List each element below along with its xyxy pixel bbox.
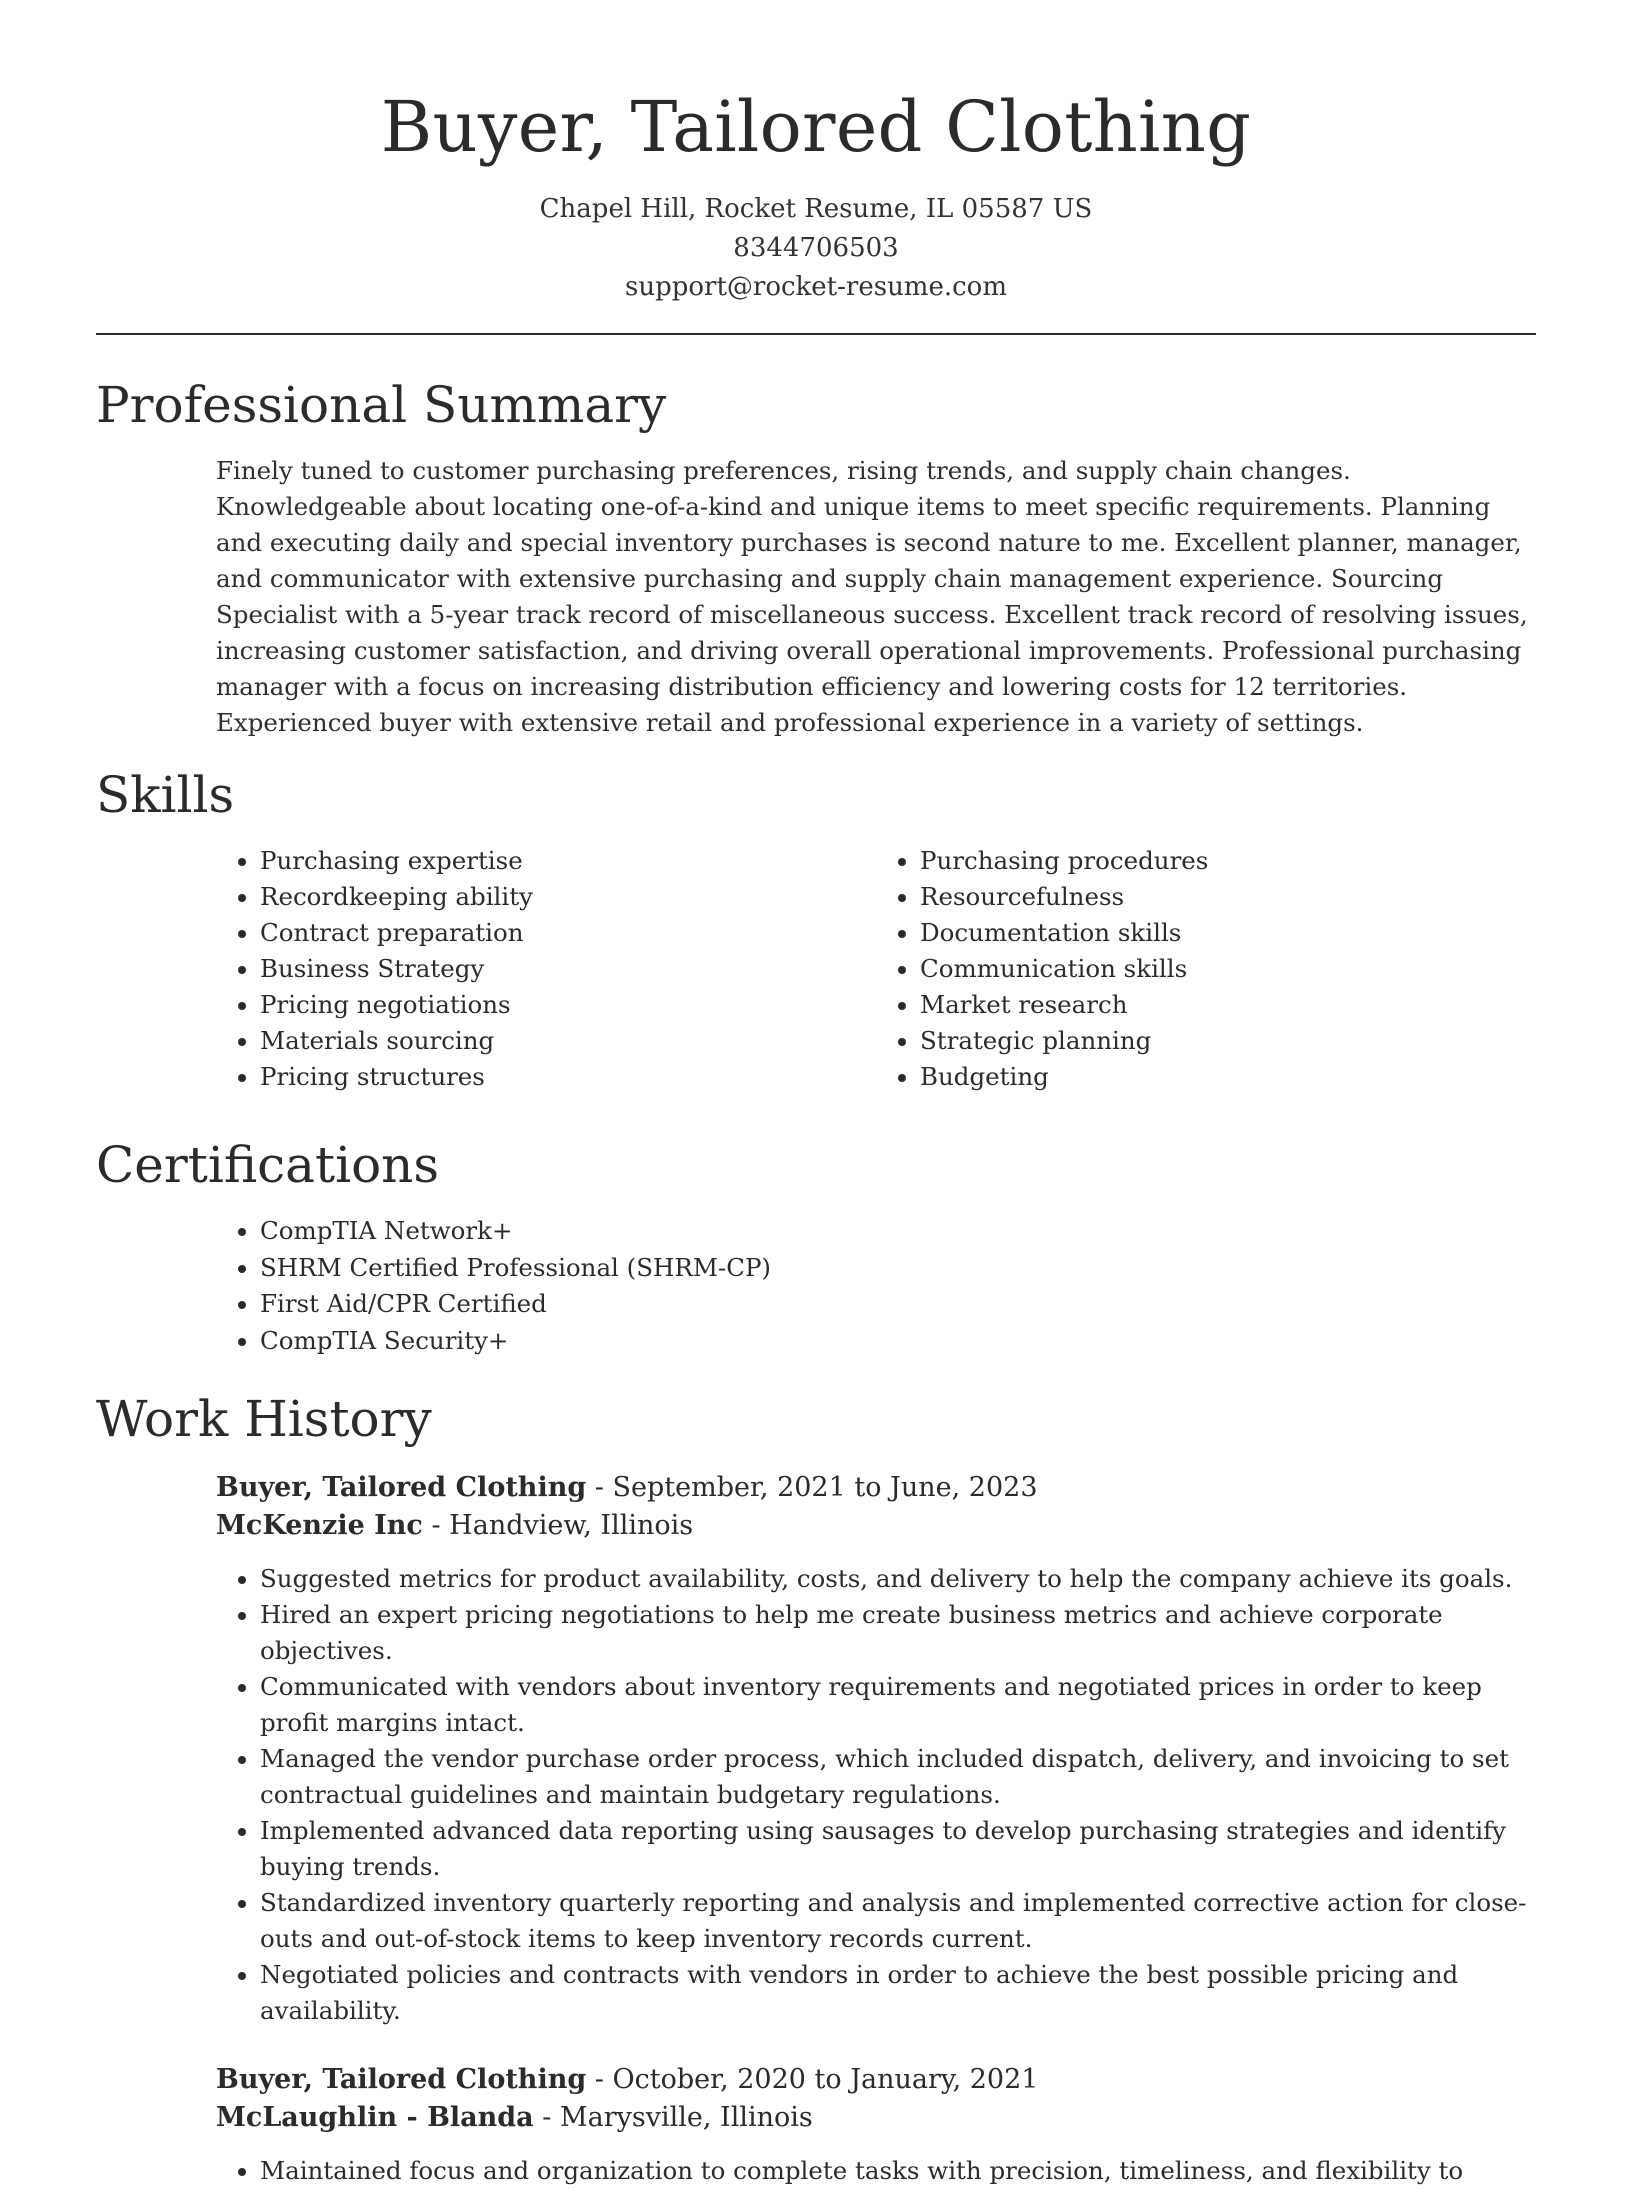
job-title-line	[216, 2061, 1536, 2099]
resume-page	[96, 0, 1536, 2189]
skill-item: • Contract preparation	[260, 915, 876, 951]
job-title-line	[216, 1469, 1536, 1507]
job-bullets	[216, 1561, 1536, 2029]
job-dates: - September, 2021 to June, 2023	[586, 1472, 1038, 1503]
skills-list-left	[216, 843, 876, 1095]
summary-text: Finely tuned to customer purchasing preferences, rising trends, and supply chain changes. Knowledgeable about locating one-of-a-kind and unique items to meet specific requirements. Planning and executing daily and special inventory purchases is second nature to me. Excellent planner, manager, and communicator with extensive purchasing and supply chain management experience. Sourcing Specialist with a 5-year track record of miscellaneous success. Excellent track record of resolving issues, increasing customer satisfaction, and driving overall operational improvements. Professional purchasing manager with a focus on increasing distribution efficiency and lowering costs for 12 territories. Experienced buyer with extensive retail and professional experience in a variety of settings.	[216, 456, 1528, 737]
job-bullet: • Negotiated policies and contracts with vendors in order to achieve the best possible pricing and availability.	[260, 1957, 1536, 2029]
job-header	[216, 1469, 1536, 1545]
skills-heading: Skills	[96, 766, 235, 824]
job-bullet: • Communicated with vendors about inventory requirements and negotiated prices in order to keep profit margins intact.	[260, 1669, 1536, 1741]
contact-address: Chapel Hill, Rocket Resume, IL 05587 US	[539, 194, 1093, 224]
certification-item: • CompTIA Network+	[260, 1213, 1536, 1250]
job-header	[216, 2061, 1536, 2137]
certifications-list	[216, 1213, 1536, 1359]
summary-heading: Professional Summary	[96, 376, 667, 434]
skill-item: • Market research	[920, 987, 1536, 1023]
summary-section	[96, 375, 1536, 741]
work-history-heading: Work History	[96, 1390, 432, 1448]
skill-item: • Budgeting	[920, 1059, 1536, 1095]
skill-item: • Strategic planning	[920, 1023, 1536, 1059]
candidate-name: Buyer, Tailored Clothing	[380, 86, 1252, 168]
skill-item: • Pricing negotiations	[260, 987, 876, 1023]
job-company: McLaughlin - Blanda	[216, 2102, 534, 2133]
contact-block	[96, 190, 1536, 307]
job-company-line	[216, 2099, 1536, 2137]
job-title: Buyer, Tailored Clothing	[216, 2064, 587, 2095]
resume-header	[96, 84, 1536, 335]
work-history-section	[96, 1389, 1536, 2189]
job-location: - Marysville, Illinois	[533, 2102, 813, 2133]
certification-item: • SHRM Certified Professional (SHRM-CP)	[260, 1250, 1536, 1287]
skill-item: • Resourcefulness	[920, 879, 1536, 915]
skills-columns	[216, 843, 1536, 1095]
skill-item: • Documentation skills	[920, 915, 1536, 951]
job-entry	[216, 2061, 1536, 2189]
skill-item: • Recordkeeping ability	[260, 879, 876, 915]
certification-item: • CompTIA Security+	[260, 1323, 1536, 1360]
certifications-section	[96, 1135, 1536, 1359]
job-bullet: • Maintained focus and organization to complete tasks with precision, timeliness, and flexibility to	[260, 2153, 1536, 2189]
certifications-heading: Certifications	[96, 1136, 440, 1194]
job-bullets	[216, 2153, 1536, 2189]
contact-phone: 8344706503	[733, 233, 899, 263]
job-entry	[216, 1469, 1536, 2029]
certification-item: • First Aid/CPR Certified	[260, 1286, 1536, 1323]
skill-item: • Pricing structures	[260, 1059, 876, 1095]
skill-item: • Materials sourcing	[260, 1023, 876, 1059]
job-bullet: • Implemented advanced data reporting using sausages to develop purchasing strategies and identify buying trends.	[260, 1813, 1536, 1885]
job-company: McKenzie Inc	[216, 1510, 423, 1541]
job-company-line	[216, 1507, 1536, 1545]
job-bullet: • Managed the vendor purchase order process, which included dispatch, delivery, and invoicing to set contractual guidelines and maintain budgetary regulations.	[260, 1741, 1536, 1813]
skills-list-right	[876, 843, 1536, 1095]
skill-item: • Business Strategy	[260, 951, 876, 987]
job-bullet: • Standardized inventory quarterly reporting and analysis and implemented corrective action for close-outs and out-of-stock items to keep inventory records current.	[260, 1885, 1536, 1957]
contact-email: support@rocket-resume.com	[624, 272, 1007, 302]
header-divider	[96, 333, 1536, 335]
skill-item: • Purchasing procedures	[920, 843, 1536, 879]
job-bullet: • Suggested metrics for product availability, costs, and delivery to help the company achieve its goals.	[260, 1561, 1536, 1597]
job-bullet: • Hired an expert pricing negotiations to help me create business metrics and achieve corporate objectives.	[260, 1597, 1536, 1669]
job-location: - Handview, Illinois	[422, 1510, 694, 1541]
skill-item: • Purchasing expertise	[260, 843, 876, 879]
job-dates: - October, 2020 to January, 2021	[586, 2064, 1039, 2095]
job-title: Buyer, Tailored Clothing	[216, 1472, 587, 1503]
skill-item: • Communication skills	[920, 951, 1536, 987]
skills-section	[96, 765, 1536, 1095]
